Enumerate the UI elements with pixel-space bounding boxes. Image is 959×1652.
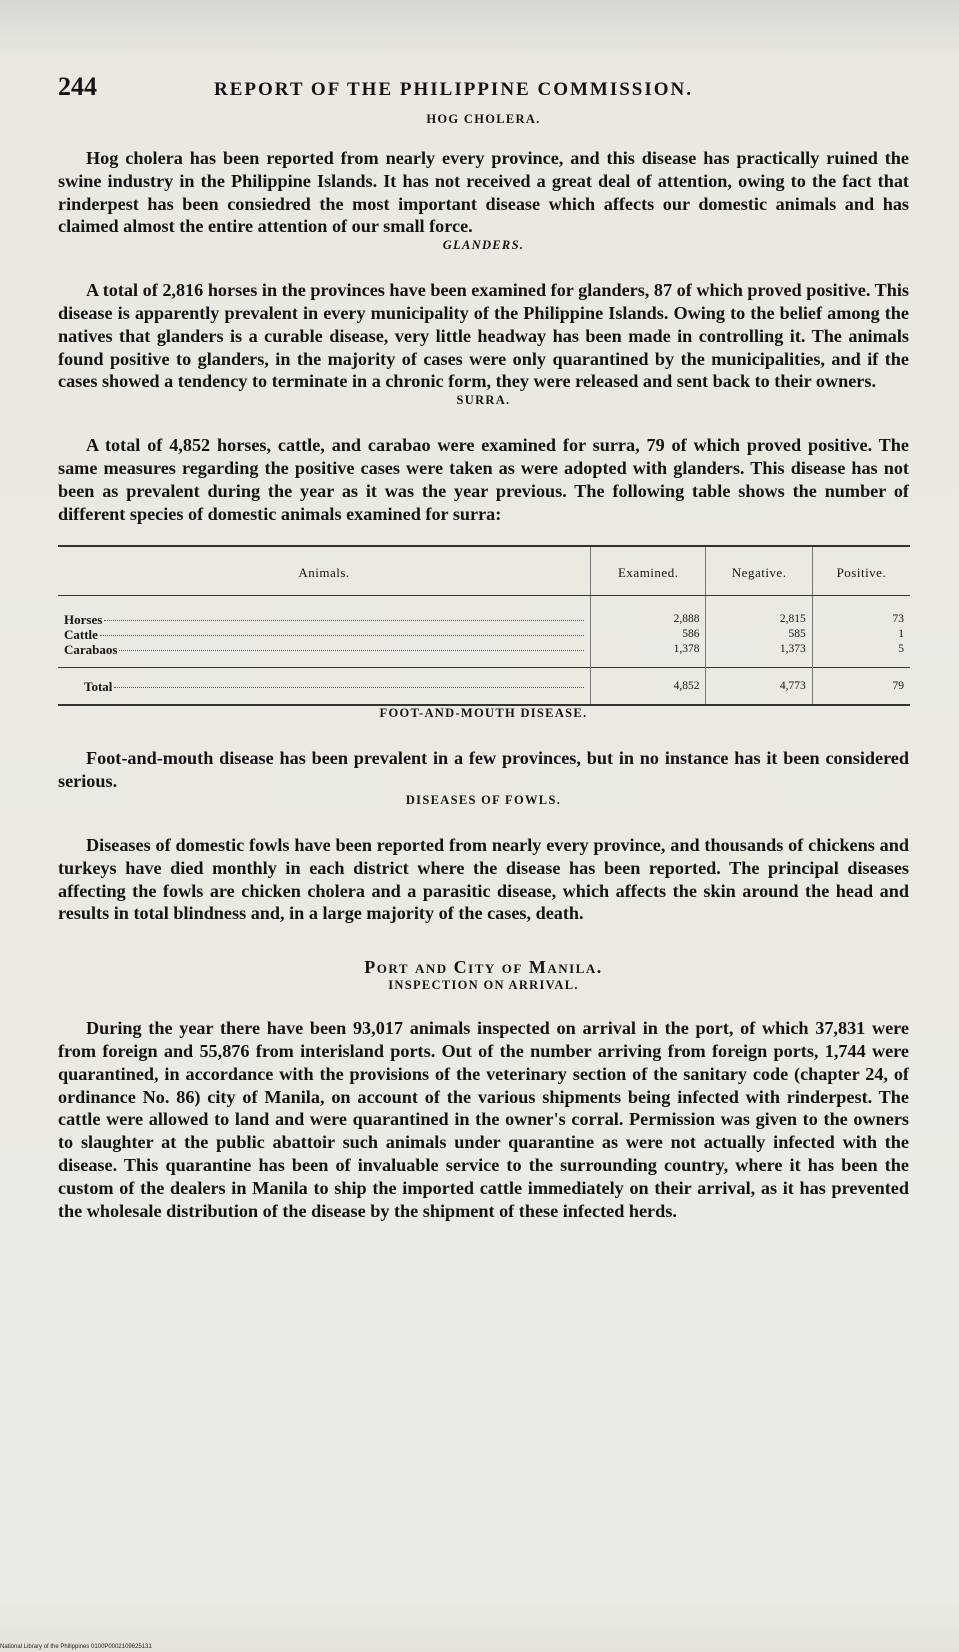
heading-hog-cholera: HOG CHOLERA. bbox=[426, 112, 541, 126]
negative-cell: 1,373 bbox=[706, 642, 812, 668]
animal-cell bbox=[58, 642, 591, 668]
table-total-row bbox=[58, 668, 910, 706]
table-row bbox=[58, 596, 910, 628]
column-header-animals: Animals. bbox=[58, 546, 591, 596]
heading-glanders: GLANDERS. bbox=[442, 238, 525, 253]
paragraph-surra: A total of 4,852 horses, cattle, and carabao were examined for surra, 79 of which proved positive. The same measures regarding the positive cases were taken as were adopted with glanders. This disease has not been as prevalent during the year as it was the year previous. The following table shows the number of different species of domestic animals examined for surra: bbox=[58, 435, 909, 524]
paragraph-inspection-on-arrival: During the year there have been 93,017 animals inspected on arrival in the port, of which 37,831 were from foreign and 55,876 from interisland ports. Out of the number arriving from foreign ports, 1,744 were quarantined, in accordance with the provisions of the veterinary section of the sanitary code (chapter 24, of ordinance No. 86) city of Manila, on account of the various shipments being infected with rinderpest. The cattle were allowed to land and were quarantined in the owner's corral. Permission was given to the owners to slaughter at the public abattoir such animals under quarantine as were not actually infected with the disease. This quarantine has been of invaluable service to the surrounding country, where it has been the custom of the dealers in Manila to ship the imported cattle immediately on their arrival, as it has prevented the wholesale distribution of the disease by the shipment of these infected herds. bbox=[58, 1018, 909, 1221]
heading-diseases-of-fowls: DISEASES OF FOWLS. bbox=[405, 792, 562, 807]
paragraph-diseases-of-fowls: Diseases of domestic fowls have been reported from nearly every province, and thousands of chickens and turkeys have died monthly in each district where the disease has been reported. The principal diseases affecting the fowls are chicken cholera and a parasitic disease, which affects the skin around the head and results in total blindness and, in a large majority of the cases, death. bbox=[58, 834, 909, 924]
examined-cell: 2,888 bbox=[591, 596, 706, 628]
positive-cell: 5 bbox=[812, 642, 910, 668]
positive-cell: 1 bbox=[812, 627, 910, 642]
positive-cell: 73 bbox=[812, 596, 910, 628]
paragraph-foot-and-mouth: Foot-and-mouth disease has been prevalent in a few provinces, but in no instance has it been considered serious. bbox=[58, 748, 909, 792]
animal-cell bbox=[58, 596, 591, 628]
animal-cell bbox=[58, 627, 591, 642]
total-negative-cell: 4,773 bbox=[706, 668, 812, 706]
animal-name: Carabaos bbox=[64, 642, 118, 658]
paragraph-hog-cholera: Hog cholera has been reported from nearly every province, and this disease has practically ruined the swine industry in the Philippine Islands. It has not received a great deal of attention, owing to the fact that rinderpest has been consiedred the most important disease which affects our domestic animals and has claimed almost the entire attention of our small force. bbox=[58, 148, 909, 237]
page-number: 244 bbox=[58, 72, 97, 101]
table-row bbox=[58, 642, 910, 668]
negative-cell: 585 bbox=[706, 627, 812, 642]
total-label: Total bbox=[84, 678, 113, 694]
heading-surra: SURRA. bbox=[456, 393, 511, 408]
total-examined-cell: 4,852 bbox=[591, 668, 706, 706]
running-title: REPORT OF THE PHILIPPINE COMMISSION. bbox=[214, 79, 694, 100]
column-header-negative: Negative. bbox=[706, 546, 812, 596]
running-head bbox=[58, 72, 909, 112]
table-row bbox=[58, 627, 910, 642]
heading-foot-and-mouth: FOOT-AND-MOUTH DISEASE. bbox=[379, 706, 588, 721]
column-header-positive: Positive. bbox=[812, 546, 910, 596]
surra-table-wrapper bbox=[58, 545, 910, 706]
surra-table bbox=[58, 545, 910, 706]
examined-cell: 586 bbox=[591, 627, 706, 642]
animal-name: Cattle bbox=[64, 627, 98, 643]
total-label-cell bbox=[58, 668, 591, 706]
heading-inspection-on-arrival: INSPECTION ON ARRIVAL. bbox=[388, 978, 579, 993]
animal-name: Horses bbox=[64, 612, 103, 628]
table-header-row bbox=[58, 546, 910, 596]
examined-cell: 1,378 bbox=[591, 642, 706, 668]
negative-cell: 2,815 bbox=[706, 596, 812, 628]
paragraph-glanders: A total of 2,816 horses in the provinces have been examined for glanders, 87 of which proved positive. This disease is apparently prevalent in every municipality of the Philippine Islands. Owing to the belief among the natives that glanders is a curable disease, very little headway has been made in controlling it. The animals found positive to glanders, in the majority of cases were only quarantined by the municipalities, and if the cases showed a tendency to terminate in a chronic form, they were released and sent back to their owners. bbox=[58, 280, 909, 392]
scan-footer: National Library of the Philippines 0100P0002109625131 bbox=[0, 1644, 152, 1650]
column-header-examined: Examined. bbox=[591, 546, 706, 596]
heading-port-and-city-of-manila: Port and City of Manila. bbox=[364, 957, 603, 978]
total-positive-cell: 79 bbox=[812, 668, 910, 706]
